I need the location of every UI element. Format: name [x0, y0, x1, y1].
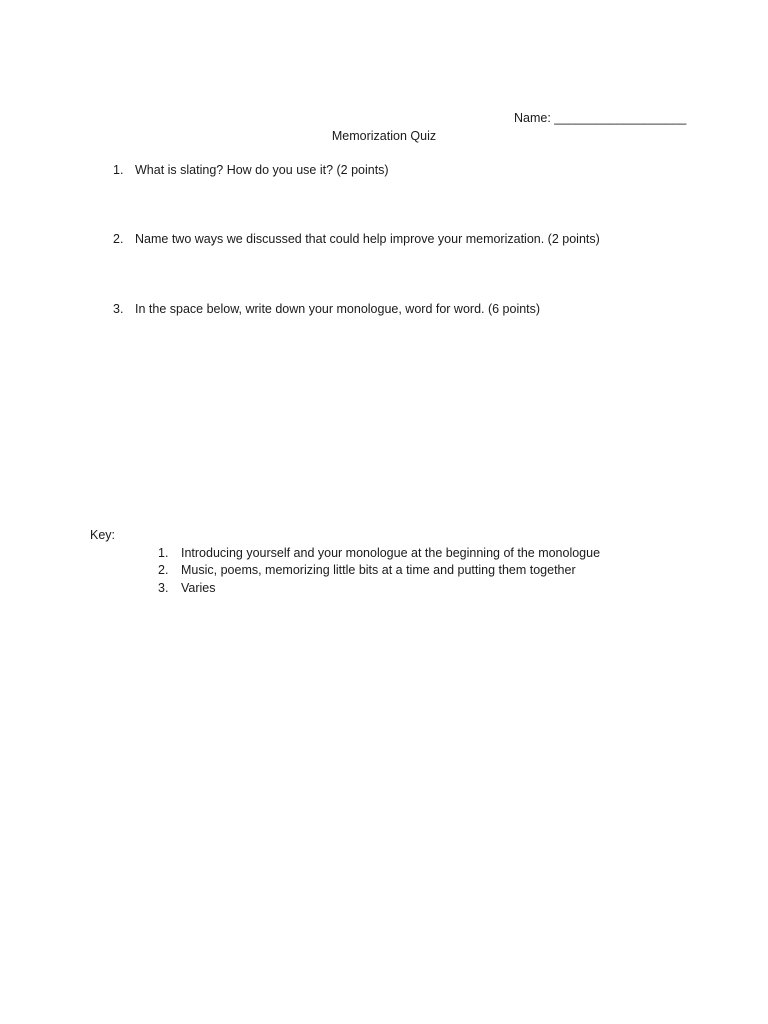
answer-number: 1.: [158, 546, 169, 560]
question-text: In the space below, write down your monologue, word for word. (6 points): [135, 302, 541, 316]
question-number: 1.: [113, 163, 124, 177]
question-number: 3.: [113, 302, 124, 316]
question-text: Name two ways we discussed that could help improve your memorization. (2 points): [135, 232, 600, 246]
answer-text: Varies: [181, 581, 216, 595]
question-number: 2.: [113, 232, 124, 246]
answer-number: 3.: [158, 581, 169, 595]
question-text: What is slating? How do you use it? (2 points): [135, 163, 389, 177]
answer-text: Introducing yourself and your monologue at the beginning of the monologue: [181, 546, 601, 560]
answer-text: Music, poems, memorizing little bits at a time and putting them together: [181, 563, 576, 577]
name-field-label: Name: ___________________: [514, 111, 687, 125]
answer-key-label: Key:: [90, 528, 116, 542]
page-title: Memorization Quiz: [331, 129, 437, 143]
answer-number: 2.: [158, 563, 169, 577]
